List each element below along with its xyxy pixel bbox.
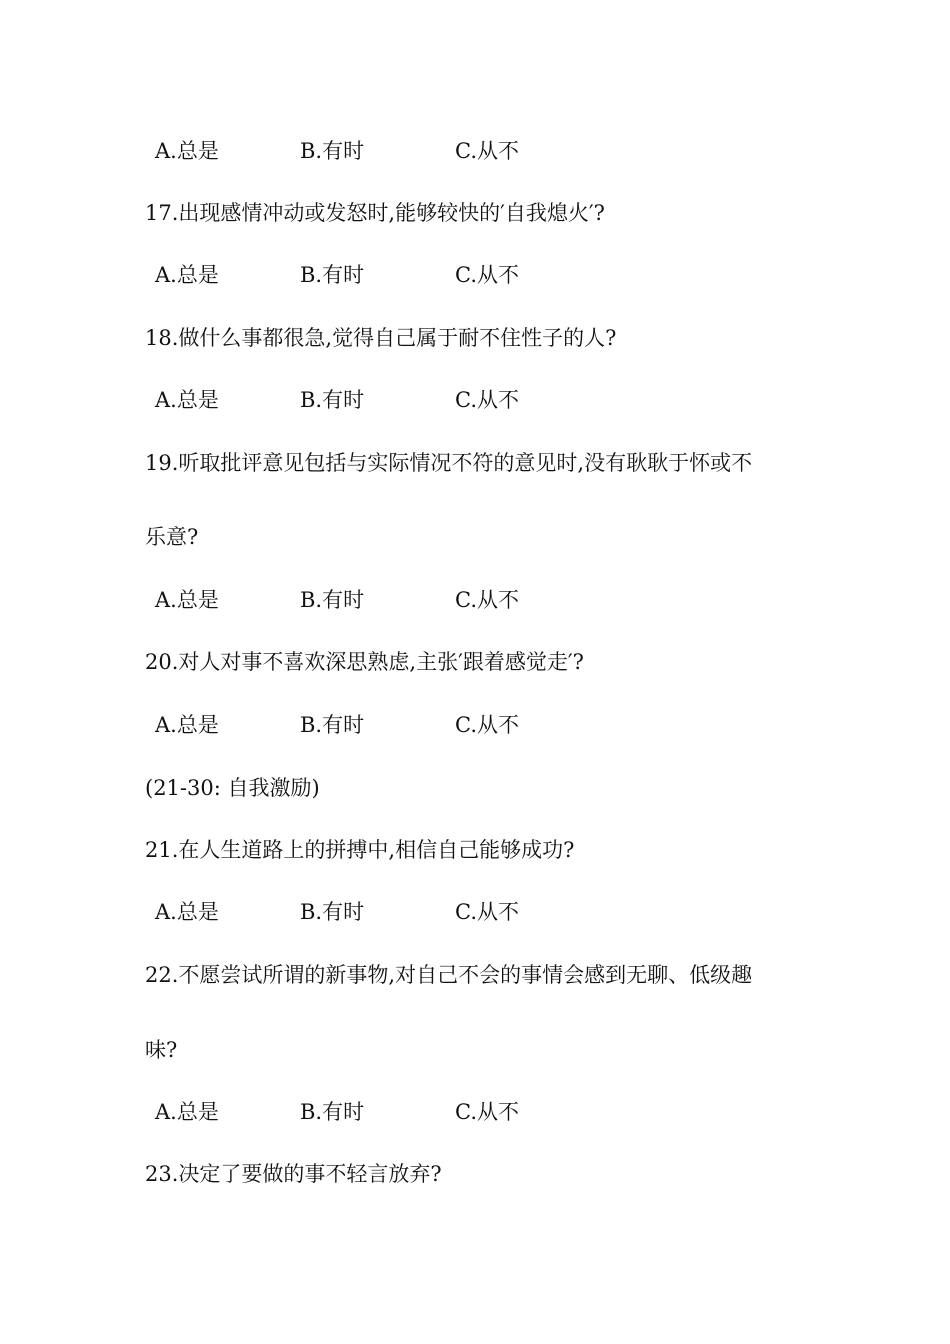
question-21: 21.在人生道路上的拼搏中,相信自己能够成功? <box>145 838 575 862</box>
option-c: C.从不 <box>455 263 519 287</box>
option-a: A.总是 <box>155 588 219 612</box>
question-17: 17.出现感情冲动或发怒时,能够较快的′自我熄火′? <box>145 201 605 225</box>
question-18: 18.做什么事都很急,觉得自己属于耐不住性子的人? <box>145 326 617 350</box>
question-22-line-1: 22.不愿尝试所谓的新事物,对自己不会的事情会感到无聊、低级趣 <box>145 963 753 987</box>
option-a: A.总是 <box>155 713 219 737</box>
option-b: B.有时 <box>300 588 365 612</box>
question-19-line-1: 19.听取批评意见包括与实际情况不符的意见时,没有耿耿于怀或不 <box>145 451 753 475</box>
option-b: B.有时 <box>300 139 365 163</box>
question-22-line-2: 味? <box>145 1038 178 1062</box>
option-c: C.从不 <box>455 900 519 924</box>
option-a: A.总是 <box>155 263 219 287</box>
option-b: B.有时 <box>300 1100 365 1124</box>
answer-options-q17 <box>155 261 655 289</box>
option-a: A.总是 <box>155 1100 219 1124</box>
answer-options-q22 <box>155 1098 655 1126</box>
option-a: A.总是 <box>155 900 219 924</box>
option-b: B.有时 <box>300 900 365 924</box>
option-c: C.从不 <box>455 139 519 163</box>
option-c: C.从不 <box>455 1100 519 1124</box>
option-b: B.有时 <box>300 388 365 412</box>
option-b: B.有时 <box>300 263 365 287</box>
question-23: 23.决定了要做的事不轻言放弃? <box>145 1162 442 1186</box>
answer-options-q20 <box>155 711 655 739</box>
option-c: C.从不 <box>455 388 519 412</box>
question-20: 20.对人对事不喜欢深思熟虑,主张′跟着感觉走′? <box>145 650 584 674</box>
answer-options-q19 <box>155 586 655 614</box>
option-a: A.总是 <box>155 388 219 412</box>
option-b: B.有时 <box>300 713 365 737</box>
option-c: C.从不 <box>455 713 519 737</box>
section-header: (21-30: 自我激励) <box>145 776 320 800</box>
option-c: C.从不 <box>455 588 519 612</box>
option-a: A.总是 <box>155 139 219 163</box>
answer-options-q21 <box>155 898 655 926</box>
answer-options-q16 <box>155 137 655 165</box>
question-19-line-2: 乐意? <box>145 525 199 549</box>
answer-options-q18 <box>155 386 655 414</box>
